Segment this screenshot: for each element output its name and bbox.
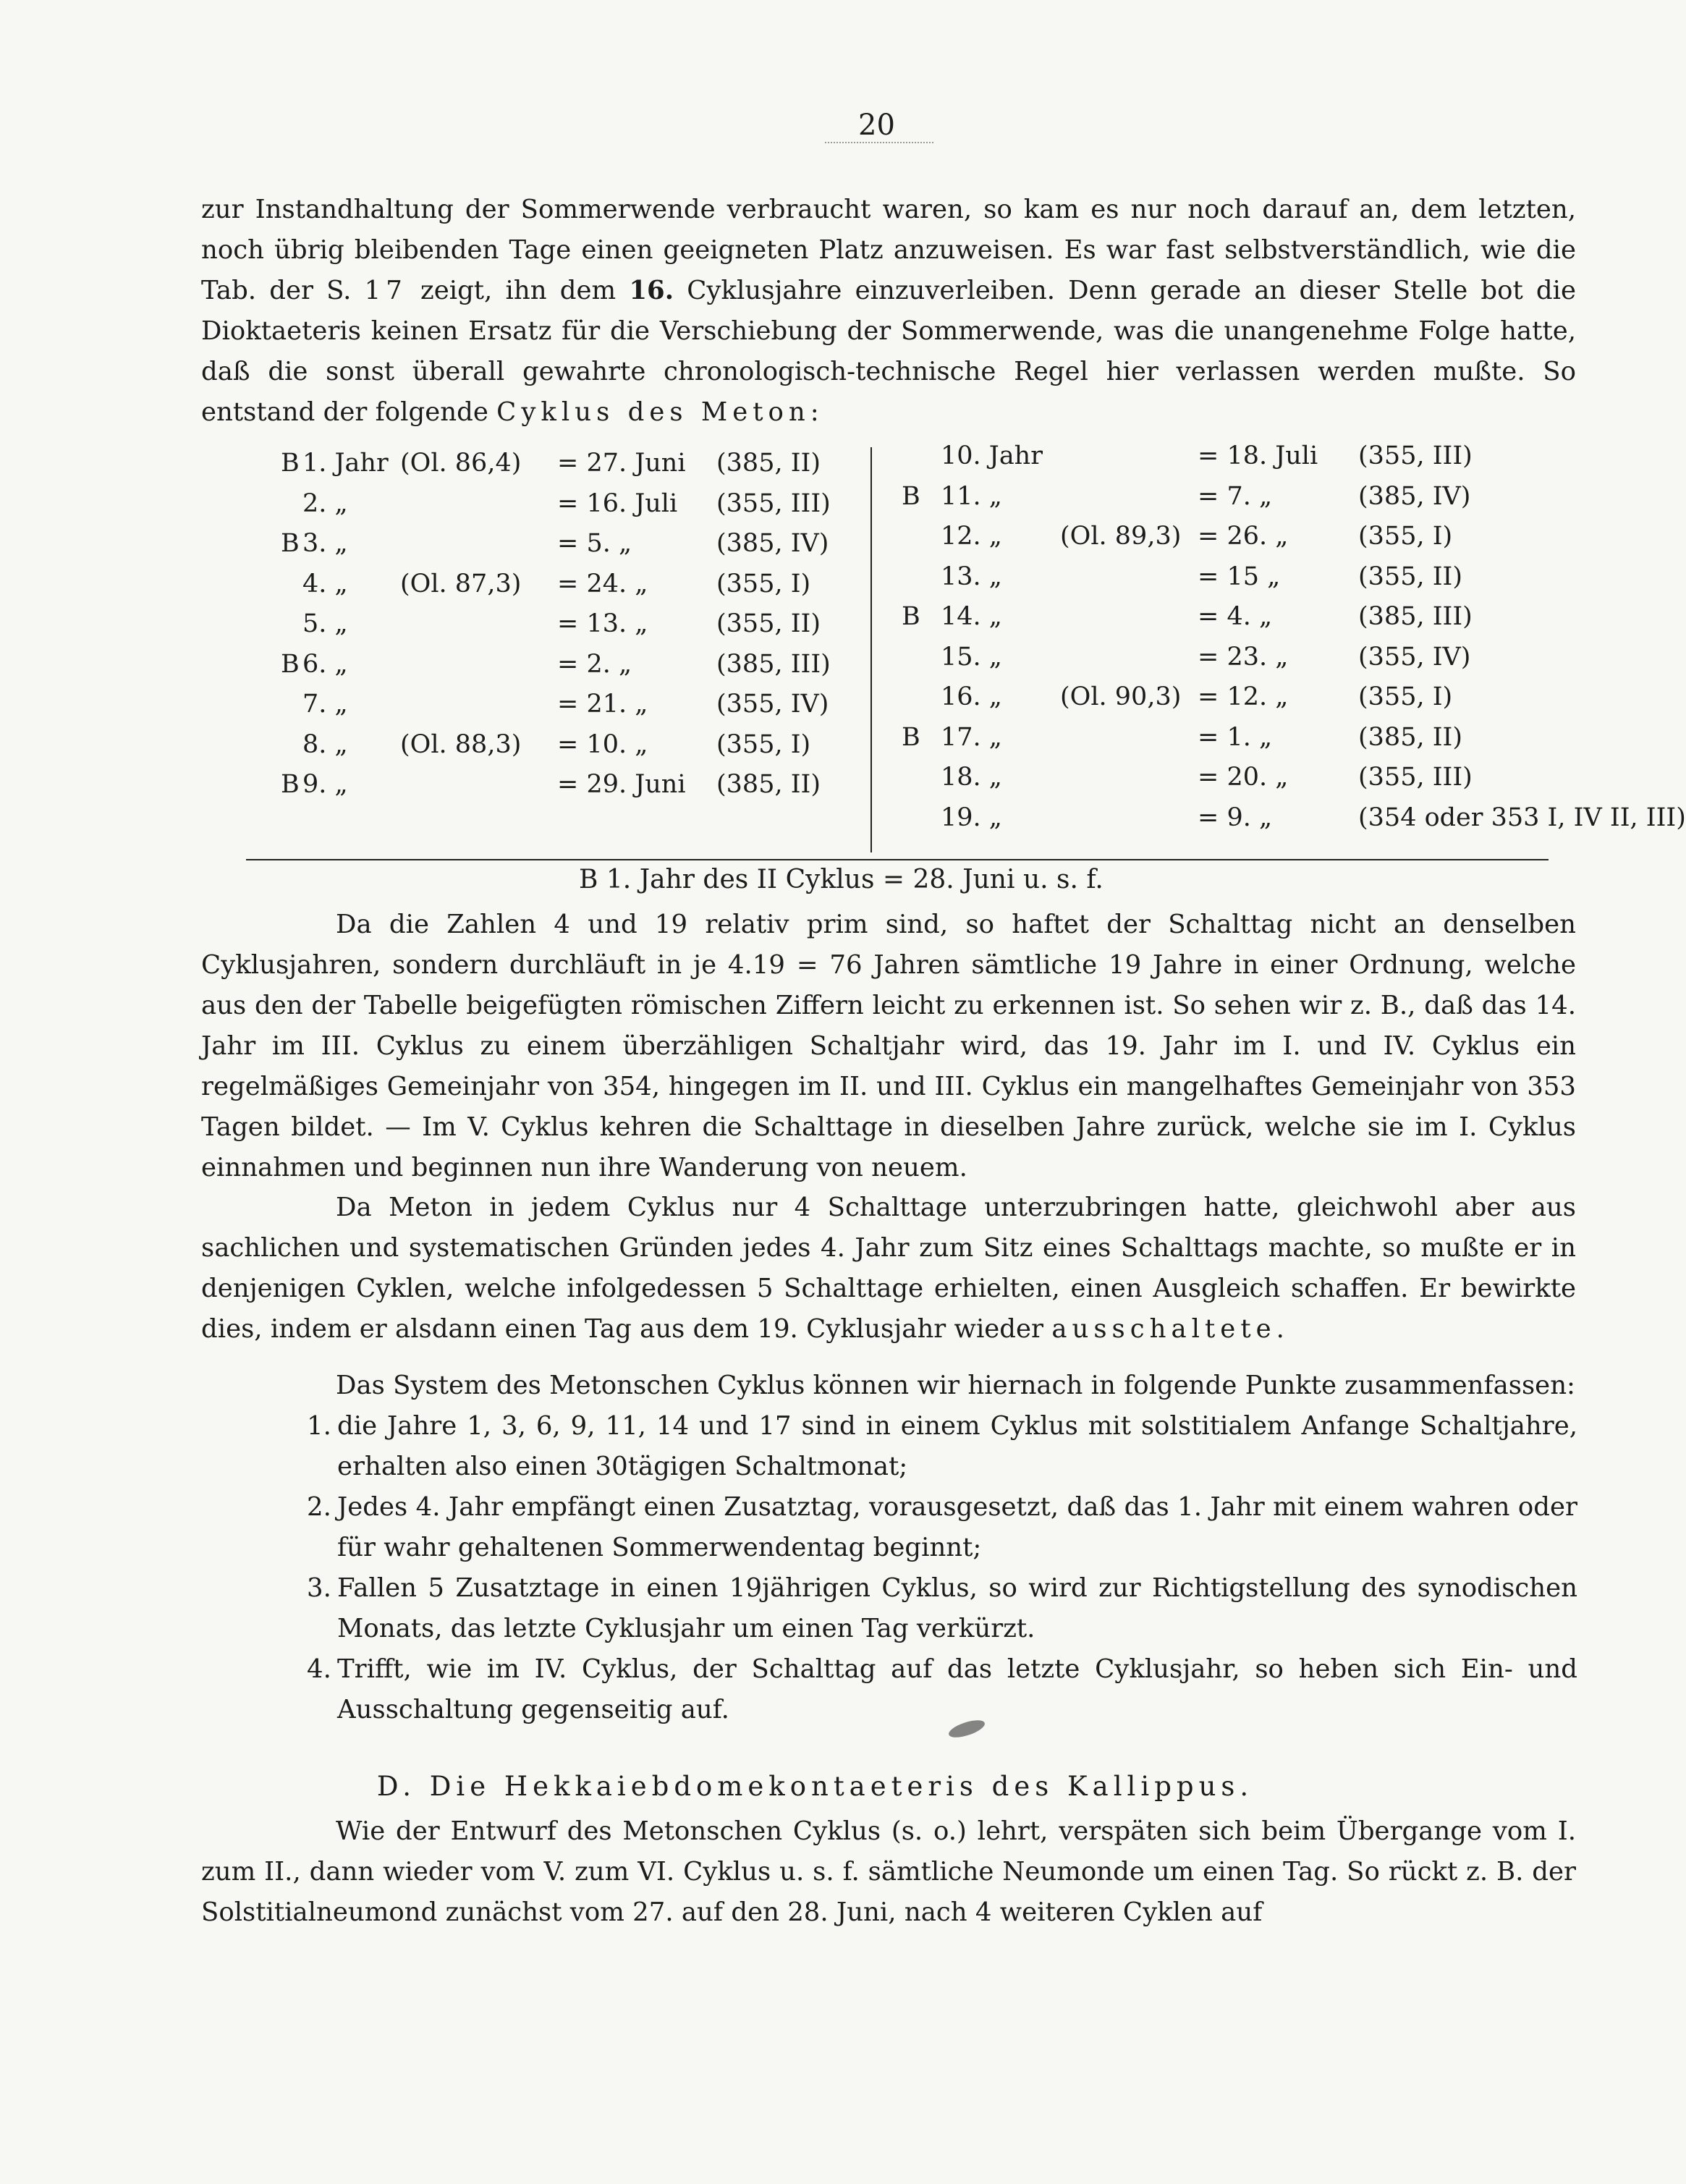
cell-ol: (Ol. 86,4) xyxy=(400,449,522,478)
cell-ol: (Ol. 87,3) xyxy=(400,569,522,598)
cell-year: 14. „ xyxy=(941,602,1002,631)
cell-date: = 5. „ xyxy=(557,529,632,558)
point-number: 3. xyxy=(307,1573,331,1603)
para3-spaced-word: ausschaltete. xyxy=(1051,1314,1289,1344)
cell-code: (355, I) xyxy=(716,569,811,598)
point-text: Fallen 5 Zusatztage in einen 19jährigen Cyklus, so wird zur Richtigstellung des synodischen Monats, das letzte Cyklusjahr um einen Tag verkürzt. xyxy=(337,1573,1577,1643)
intro-text-3: Cyklusjahre einzuverleiben. Denn gerade an dieser Stelle bot die Dioktaeteris keinen Ersatz für die Verschiebung der Sommerwende, was die unangenehme Folge hatte, daß die sonst überall gewahrte chronologisch-technische Regel hier verlassen werden mußte. So entstand der folgende xyxy=(201,276,1576,427)
point-text: Jedes 4. Jahr empfängt einen Zusatztag, vorausgesetzt, daß das 1. Jahr mit einem wahren oder für wahr gehaltenen Sommerwendentag beginnt; xyxy=(337,1492,1577,1562)
cell-year: 10. Jahr xyxy=(941,441,1043,470)
cell-code: (355, III) xyxy=(716,488,831,518)
cell-b: B xyxy=(902,722,920,752)
cell-code: (355, III) xyxy=(1358,441,1473,470)
cell-code: (354 oder 353 I, IV II, III) xyxy=(1358,803,1686,832)
point-text: Trifft, wie im IV. Cyklus, der Schalttag auf das letzte Cyklusjahr, so heben sich Ein- und Ausschaltung gegenseitig auf. xyxy=(337,1654,1577,1724)
cell-year: 13. „ xyxy=(941,562,1002,591)
intro-paragraph xyxy=(201,190,1576,433)
cell-date: = 2. „ xyxy=(557,649,632,679)
point-2 xyxy=(307,1487,1577,1568)
page-number-ornament xyxy=(825,142,933,143)
intro-table-page: 17 xyxy=(364,276,407,305)
point-number: 4. xyxy=(307,1654,331,1684)
cell-date: = 21. „ xyxy=(557,690,648,719)
cell-code: (355, I) xyxy=(1358,522,1453,551)
intro-text-2: zeigt, ihn dem xyxy=(420,276,617,305)
cell-b: B xyxy=(281,529,300,558)
cell-date: = 24. „ xyxy=(557,569,648,598)
cell-year: 9. „ xyxy=(302,770,348,799)
cell-date: = 1. „ xyxy=(1198,722,1273,752)
cell-b: B xyxy=(281,449,300,478)
cell-code: (385, II) xyxy=(1358,722,1463,752)
point-number: 2. xyxy=(307,1492,331,1522)
cell-date: = 13. „ xyxy=(557,609,648,638)
cell-code: (385, IV) xyxy=(716,529,829,558)
next-cycle-line: B 1. Jahr des II Cyklus = 28. Juni u. s. f. xyxy=(579,865,1103,894)
cell-date: = 16. Juli xyxy=(557,488,678,518)
cell-code: (355, II) xyxy=(1358,562,1463,591)
cell-date: = 15 „ xyxy=(1198,562,1281,591)
cell-year: 3. „ xyxy=(302,529,348,558)
cell-year: 4. „ xyxy=(302,569,348,598)
cell-b: B xyxy=(281,770,300,799)
section-heading-text: D. Die Hekkaiebdomekontaeteris des Kallippus. xyxy=(376,1771,1254,1802)
cell-b: B xyxy=(281,649,300,679)
paragraph-system-summary: Das System des Metonschen Cyklus können wir hiernach in folgende Punkte zusammenfassen: xyxy=(336,1371,1576,1400)
intro-spaced-title: Cyklus des Meton: xyxy=(496,397,824,427)
cell-b: B xyxy=(902,602,920,631)
cell-date: = 18. Juli xyxy=(1198,441,1318,470)
paragraph-relatively-prime: Da die Zahlen 4 und 19 relativ prim sind, so haftet der Schalttag nicht an denselben Cyklusjahren, sondern durchläuft in je 4.19 = 76 Jahren sämtliche 19 Jahre in einer Ordnung, welche aus den der Tabelle beigefügten römischen Ziffern leicht zu erkennen ist. So sehen wir z. B., daß das 14. Jahr im III. Cyklus zu einem überzähligen Schaltjahr wird, das 19. Jahr im I. und IV. Cyklus ein regelmäßiges Gemeinjahr von 354, hingegen im II. und III. Cyklus ein mangelhaftes Gemeinjahr von 353 Tagen bildet. — Im V. Cyklus kehren die Schalttage in dieselben Jahre zurück, welche sie im I. Cyklus einnahmen und beginnen nun ihre Wanderung von neuem. xyxy=(201,910,1576,1182)
cell-code: (385, II) xyxy=(716,449,821,478)
section-heading xyxy=(0,1771,1630,1802)
table-bottom-rule xyxy=(246,859,1549,860)
page-number: 20 xyxy=(858,109,895,142)
cell-date: = 23. „ xyxy=(1198,642,1289,672)
point-1 xyxy=(307,1406,1577,1487)
cell-code: (355, II) xyxy=(716,609,821,638)
cell-code: (355, IV) xyxy=(1358,642,1471,672)
cell-year: 18. „ xyxy=(941,763,1002,792)
cell-date: = 7. „ xyxy=(1198,481,1273,511)
cell-year: 11. „ xyxy=(941,481,1002,511)
cell-code: (355, IV) xyxy=(716,690,829,719)
cell-year: 19. „ xyxy=(941,803,1002,832)
cell-year: 15. „ xyxy=(941,642,1002,672)
cell-date: = 20. „ xyxy=(1198,763,1289,792)
cell-year: 6. „ xyxy=(302,649,348,679)
cell-date: = 12. „ xyxy=(1198,682,1289,711)
cell-year: 7. „ xyxy=(302,690,348,719)
cell-year: 8. „ xyxy=(302,729,348,759)
point-4 xyxy=(307,1649,1577,1730)
cell-ol: (Ol. 90,3) xyxy=(1060,682,1182,711)
cell-code: (385, III) xyxy=(716,649,831,679)
cell-date: = 29. Juni xyxy=(557,770,686,799)
cell-year: 1. Jahr xyxy=(302,449,389,478)
cell-date: = 10. „ xyxy=(557,729,648,759)
point-number: 1. xyxy=(307,1411,331,1441)
cell-code: (385, III) xyxy=(1358,602,1473,631)
cell-date: = 4. „ xyxy=(1198,602,1273,631)
cell-date: = 27. Juni xyxy=(557,449,686,478)
cell-code: (355, III) xyxy=(1358,763,1473,792)
cell-year: 2. „ xyxy=(302,488,348,518)
cell-ol: (Ol. 89,3) xyxy=(1060,522,1182,551)
table-divider xyxy=(870,447,872,852)
cell-year: 12. „ xyxy=(941,522,1002,551)
cell-code: (385, II) xyxy=(716,770,821,799)
cell-date: = 26. „ xyxy=(1198,522,1289,551)
intro-bold-year: 16. xyxy=(629,276,674,305)
cell-code: (355, I) xyxy=(716,729,811,759)
cell-year: 5. „ xyxy=(302,609,348,638)
point-3 xyxy=(307,1568,1577,1649)
cell-code: (385, IV) xyxy=(1358,481,1471,511)
point-text: die Jahre 1, 3, 6, 9, 11, 14 und 17 sind in einem Cyklus mit solstitialem Anfange Schaltjahre, erhalten also einen 30tägigen Schaltmonat; xyxy=(337,1411,1577,1481)
para3-text: Da Meton in jedem Cyklus nur 4 Schalttage unterzubringen hatte, gleichwohl aber aus sachlichen und systematischen Gründen jedes 4. Jahr zum Sitz eines Schalttags machte, so mußte er in denjenigen Cyklen, welche infolgedessen 5 Schalttage erhielten, einen Ausgleich schaffen. Er bewirkte dies, indem er alsdann einen Tag aus dem 19. Cyklusjahr wieder xyxy=(201,1193,1576,1344)
paragraph-meton-leap-days xyxy=(201,1188,1576,1350)
cell-ol: (Ol. 88,3) xyxy=(400,729,522,759)
cell-code: (355, I) xyxy=(1358,682,1453,711)
paragraph-kallippus: Wie der Entwurf des Metonschen Cyklus (s. o.) lehrt, verspäten sich beim Übergange vom I. zum II., dann wieder vom V. zum VI. Cyklus u. s. f. sämtliche Neumonde um einen Tag. So rückt z. B. der Solstitialneumond zunächst vom 27. auf den 28. Juni, nach 4 weiteren Cyklen auf xyxy=(201,1816,1576,1927)
cell-date: = 9. „ xyxy=(1198,803,1273,832)
cell-b: B xyxy=(902,481,920,511)
cell-year: 17. „ xyxy=(941,722,1002,752)
cell-year: 16. „ xyxy=(941,682,1002,711)
intro-text-1: zur Instandhaltung der Sommerwende verbraucht waren, so kam es nur noch darauf an, dem letzten, noch übrig bleibenden Tage einen geeigneten Platz anzuweisen. Es war fast selbstverständlich, wie die Tab. der S. xyxy=(201,195,1576,305)
